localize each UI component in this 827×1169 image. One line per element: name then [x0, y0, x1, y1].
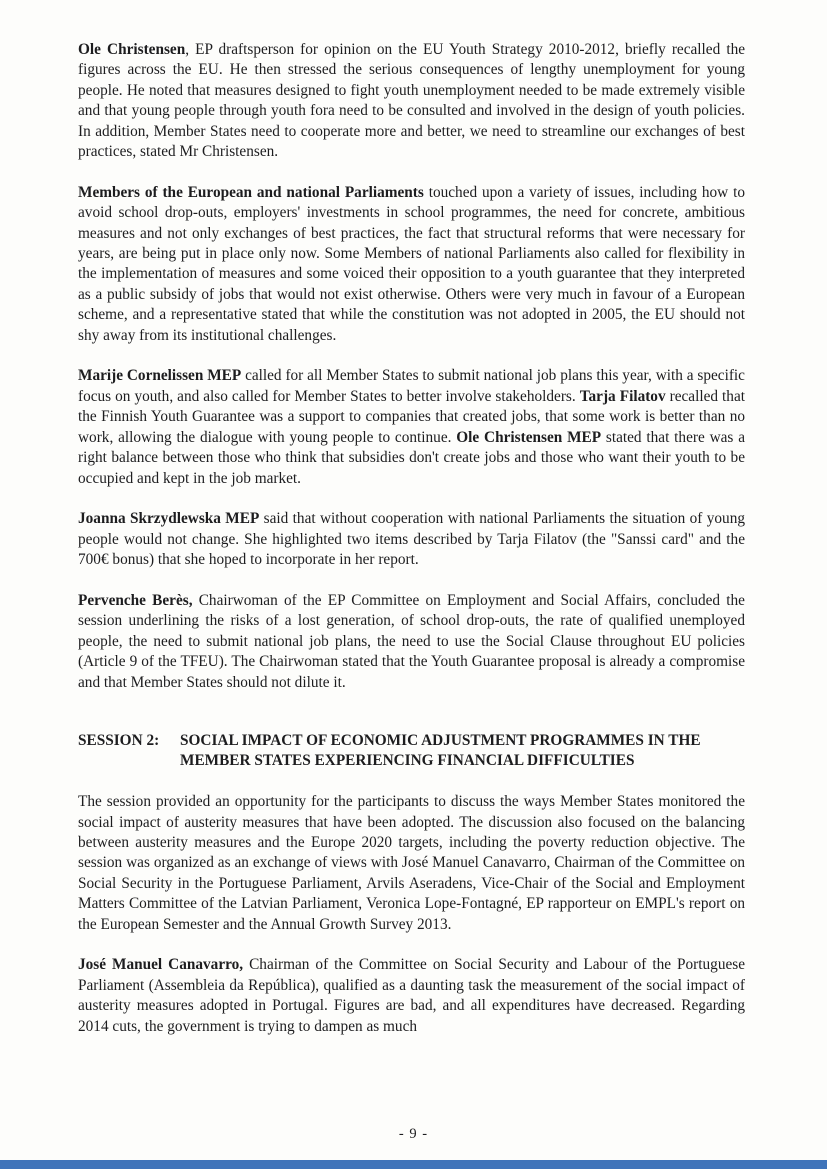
paragraph-members-parliaments	[78, 183, 745, 346]
paragraph-text: touched upon a variety of issues, including how to avoid school drop-outs, employers' investments in school programmes, the need for concrete, ambitious measures and not only exchanges of best practices, the fact that structural reforms that were necessary for years, are being put in place only now. Some Members of national Parliaments also called for flexibility in the implementation of measures and some voiced their opposition to a youth guarantee that they interpreted as a public subsidy of jobs that would not exist otherwise. Others were very much in favour of a European scheme, and a representative stated that while the constitution was not adopted in 2005, the EU should not shy away from its institutional challenges.	[78, 183, 745, 344]
page-number: - 9 -	[398, 1126, 429, 1142]
page-footer	[0, 1126, 827, 1143]
scan-bottom-blue-bar	[0, 1160, 827, 1169]
paragraph-text: The session provided an opportunity for the participants to discuss the ways Member States monitored the social impact of austerity measures that have been adopted. The discussion also focused on the balancing between austerity measures and the Europe 2020 targets, including the poverty reduction objective. The session was organized as an exchange of views with José Manuel Canavarro, Chairman of the Committee on Social Security in the Portuguese Parliament, Arvils Aseradens, Vice-Chair of the Social and Employment Matters Committee of the Latvian Parliament, Veronica Lope-Fontagné, EP rapporteur on EMPL's report on the European Semester and the Annual Growth Survey 2013.	[78, 793, 745, 933]
speaker-name: Marije Cornelissen MEP	[78, 367, 242, 385]
speaker-name: Ole Christensen	[78, 41, 186, 58]
paragraph-cornelissen-filatov-christensen	[78, 366, 745, 488]
paragraph-canavarro	[78, 955, 745, 1037]
paragraph-text: recalled that the Finnish Youth Guarantee was a support to companies that created jobs, that some work is better than no work, allowing the dialogue with young people to continue.	[78, 387, 745, 446]
speaker-name: Pervenche Berès,	[78, 591, 193, 609]
speaker-name: Ole Christensen MEP	[456, 428, 602, 446]
session-title: SOCIAL IMPACT OF ECONOMIC ADJUSTMENT PROGRAMMES IN THE MEMBER STATES EXPERIENCING FINANCIAL DIFFICULTIES	[180, 731, 701, 770]
paragraph-ole-christensen	[78, 40, 745, 162]
paragraph-text: Chairwoman of the EP Committee on Employment and Social Affairs, concluded the session underlining the risks of a lost generation, of school drop-outs, the rate of qualified unemployed people, the need to submit national job plans, the need to use the Social Clause throughout EU policies (Article 9 of the TFEU). The Chairwoman stated that the Youth Guarantee proposal is already a compromise and that Member States should not dilute it.	[78, 591, 745, 691]
paragraph-text: said that without cooperation with national Parliaments the situation of young people would not change. She highlighted two items described by Tarja Filatov (the "Sanssi card" and the 700€ bonus) that she hoped to incorporate in her report.	[78, 510, 745, 569]
speaker-name: José Manuel Canavarro,	[78, 956, 244, 974]
paragraph-text: stated that there was a right balance between those who think that subsidies don't create jobs and those who want their youth to be occupied and kept in the job market.	[78, 428, 746, 487]
speaker-name: Members of the European and national Parliaments	[78, 183, 424, 201]
paragraph-beres	[78, 591, 745, 693]
paragraph-session2-intro	[78, 792, 745, 935]
session-label: SESSION 2:	[78, 731, 160, 749]
speaker-name: Tarja Filatov	[579, 387, 666, 405]
paragraph-text: , EP draftsperson for opinion on the EU Youth Strategy 2010-2012, briefly recalled the figures across the EU. He then stressed the serious consequences of lengthy unemployment for young people. He noted that measures designed to fight youth unemployment needed to be made extremely visible and that young people through youth fora need to be consulted and involved in the design of youth policies. In addition, Member States need to cooperate more and better, we need to streamline our exchanges of best practices, stated Mr Christensen.	[78, 41, 746, 161]
paragraph-skrzydlewska	[78, 509, 745, 570]
paragraph-text: called for all Member States to submit national job plans this year, with a specific focus on youth, and also called for Member States to better involve stakeholders.	[78, 367, 745, 405]
session-2-heading	[78, 731, 745, 772]
paragraph-text: Chairman of the Committee on Social Security and Labour of the Portuguese Parliament (Assembleia da República), qualified as a daunting task the measurement of the social impact of austerity measures adopted in Portugal. Figures are bad, and all expenditures have decreased. Regarding 2014 cuts, the government is trying to dampen as much	[78, 956, 745, 1035]
speaker-name: Joanna Skrzydlewska MEP	[78, 510, 260, 528]
document-body	[78, 40, 745, 1057]
